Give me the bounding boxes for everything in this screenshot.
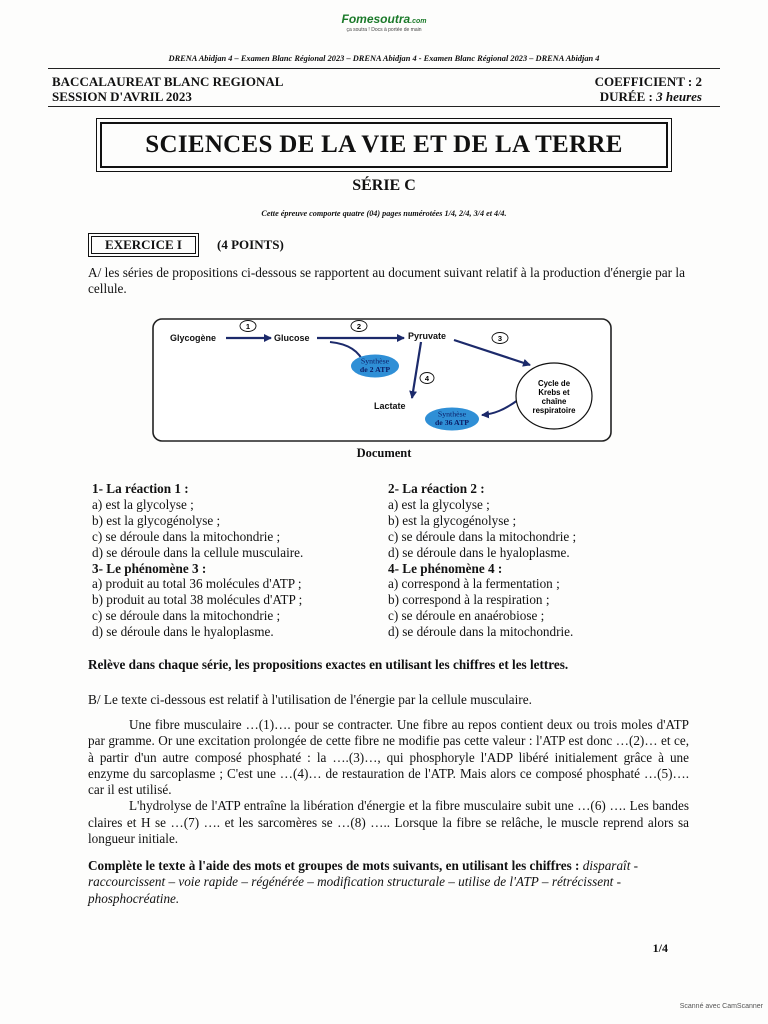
q1-item: b) est la glycogénolyse ; <box>92 512 221 528</box>
part-b-paragraph-1: Une fibre musculaire …(1)…. pour se contracter. Une fibre au repos contient deux ou trois moles d'ATP par gramme. Or une excitation prolongée de cette fibre ne modifie pas cette valeur : l'ATP est donc …(2)… et ce, à partir d'un autre composé phosphaté : la ….(3)…, qui phosphoryle l'ADP libéré initialement grâce à une enzyme du sarcoplasme ; C'est une …(4)… de restauration de l'ATP. Mais alors ce composé phosphaté …(5)…. car il est utilisé. <box>88 717 689 798</box>
svg-text:chaîne: chaîne <box>541 397 567 406</box>
questions-right-column <box>388 481 708 640</box>
svg-text:3: 3 <box>497 334 503 343</box>
glucose-label: Glucose <box>274 333 310 343</box>
complete-instruction: Complète le texte à l'aide des mots et groupes de mots suivants, en utilisant les chiffres : <box>88 858 580 873</box>
svg-text:Cycle de: Cycle de <box>537 379 571 388</box>
q3-item: c) se déroule dans la mitochondrie ; <box>92 608 281 624</box>
glycogene-label: Glycogène <box>170 333 217 343</box>
step-1-badge <box>240 321 256 332</box>
page-number: 1/4 <box>652 941 668 955</box>
q2-item: b) est la glycogénolyse ; <box>388 512 517 528</box>
scanner-watermark: Scanné avec CamScanner <box>679 1003 763 1010</box>
q4-item: a) correspond à la fermentation ; <box>388 576 560 592</box>
svg-text:de 36 ATP: de 36 ATP <box>434 418 470 427</box>
pyruvate-label: Pyruvate <box>408 331 447 341</box>
svg-text:Synthèse: Synthèse <box>360 356 390 366</box>
svg-text:1: 1 <box>245 322 251 331</box>
complete-instruction-block <box>88 858 689 907</box>
lactate-label: Lactate <box>374 401 406 411</box>
krebs-cycle-circle <box>516 363 592 429</box>
q2-item: a) est la glycolyse ; <box>388 496 490 512</box>
part-a-intro: A/ les séries de propositions ci-dessous se rapportent au document suivant relatif à la production d'énergie par la cellule. <box>88 265 686 296</box>
synthesis-2-atp <box>351 355 399 378</box>
exam-info-right <box>595 75 702 104</box>
q2-title: 2- La réaction 2 : <box>388 481 485 496</box>
q2-item: d) se déroule dans le hyaloplasme. <box>388 544 570 560</box>
q3-item: d) se déroule dans le hyaloplasme. <box>92 624 274 640</box>
part-b-intro: B/ Le texte ci-dessous est relatif à l'utilisation de l'énergie par la cellule musculaire. <box>88 692 532 707</box>
svg-text:Krebs et: Krebs et <box>538 388 570 397</box>
part-b-paragraph-2: L'hydrolyse de l'ATP entraîne la libération d'énergie et la fibre musculaire subit une …(6) …. Les bandes claires et H se …(7) …. et les sarcomères se …(8) ….. Lorsque la fibre se relâche, le muscle reprend alors sa longueur initiale. <box>88 798 689 847</box>
pages-note: Cette épreuve comporte quatre (04) pages numérotées 1/4, 2/4, 3/4 et 4/4. <box>261 209 507 218</box>
subject-title-box <box>96 118 672 172</box>
coefficient-label: COEFFICIENT : 2 <box>594 74 702 89</box>
energy-production-diagram <box>152 318 612 442</box>
step-4-badge <box>420 373 434 384</box>
q4-item: c) se déroule en anaérobiose ; <box>388 608 545 624</box>
q4-item: d) se déroule dans la mitochondrie. <box>388 624 574 640</box>
header-rule-bottom <box>48 106 720 107</box>
svg-text:de 2 ATP: de 2 ATP <box>359 365 391 374</box>
part-b-text <box>88 717 689 847</box>
subject-title: SCIENCES DE LA VIE ET DE LA TERRE <box>100 122 668 168</box>
q1-title: 1- La réaction 1 : <box>92 481 189 496</box>
exercise-label-box <box>88 233 199 257</box>
drena-header-line: DRENA Abidjan 4 – Examen Blanc Régional 2023 – DRENA Abidjan 4 - Examen Blanc Régional 2023 – DRENA Abidjan 4 <box>168 54 600 63</box>
step-2-badge <box>351 321 367 332</box>
q2-item: c) se déroule dans la mitochondrie ; <box>388 528 577 544</box>
svg-text:respiratoire: respiratoire <box>532 406 576 415</box>
q1-item: c) se déroule dans la mitochondrie ; <box>92 528 281 544</box>
q4-item: b) correspond à la respiration ; <box>388 592 550 608</box>
fomesoutra-logo: Fomesoutra.com ça soutra ! Docs à portée de main <box>0 10 768 33</box>
logo-tagline: ça soutra ! Docs à portée de main <box>346 27 422 33</box>
releve-instruction: Relève dans chaque série, les propositions exactes en utilisant les chiffres et les lettres. <box>88 657 569 672</box>
synthesis-36-atp <box>425 408 479 431</box>
q3-item: b) produit au total 38 molécules d'ATP ; <box>92 592 303 608</box>
svg-text:Synthèse: Synthèse <box>437 409 467 419</box>
questions-left-column <box>92 481 382 640</box>
exercise-points: (4 POINTS) <box>217 237 284 252</box>
svg-text:4: 4 <box>424 374 430 383</box>
q3-item: a) produit au total 36 molécules d'ATP ; <box>92 576 302 592</box>
duration-label: DURÉE : 3 heures <box>599 88 702 104</box>
q3-title: 3- Le phénomène 3 : <box>92 560 207 576</box>
session-label: SESSION D'AVRIL 2023 <box>52 88 192 104</box>
step-3-badge <box>492 333 508 344</box>
exercise-label: EXERCICE I <box>91 236 196 254</box>
svg-text:2: 2 <box>356 322 362 331</box>
q4-title: 4- Le phénomène 4 : <box>388 560 503 576</box>
q1-item: a) est la glycolyse ; <box>92 496 194 512</box>
exam-info-left <box>52 75 283 104</box>
document-caption: Document <box>356 446 412 460</box>
q1-item: d) se déroule dans la cellule musculaire. <box>92 544 304 560</box>
serie-label: SÉRIE C <box>352 177 416 194</box>
bac-label: BACCALAUREAT BLANC REGIONAL <box>52 74 284 89</box>
header-rule-top <box>48 68 720 69</box>
word-list: disparaît - raccourcissent – voie rapide – régénérée – modification structurale – utilise de l'ATP – rétrécissent - phosphocréatine. <box>88 858 639 906</box>
